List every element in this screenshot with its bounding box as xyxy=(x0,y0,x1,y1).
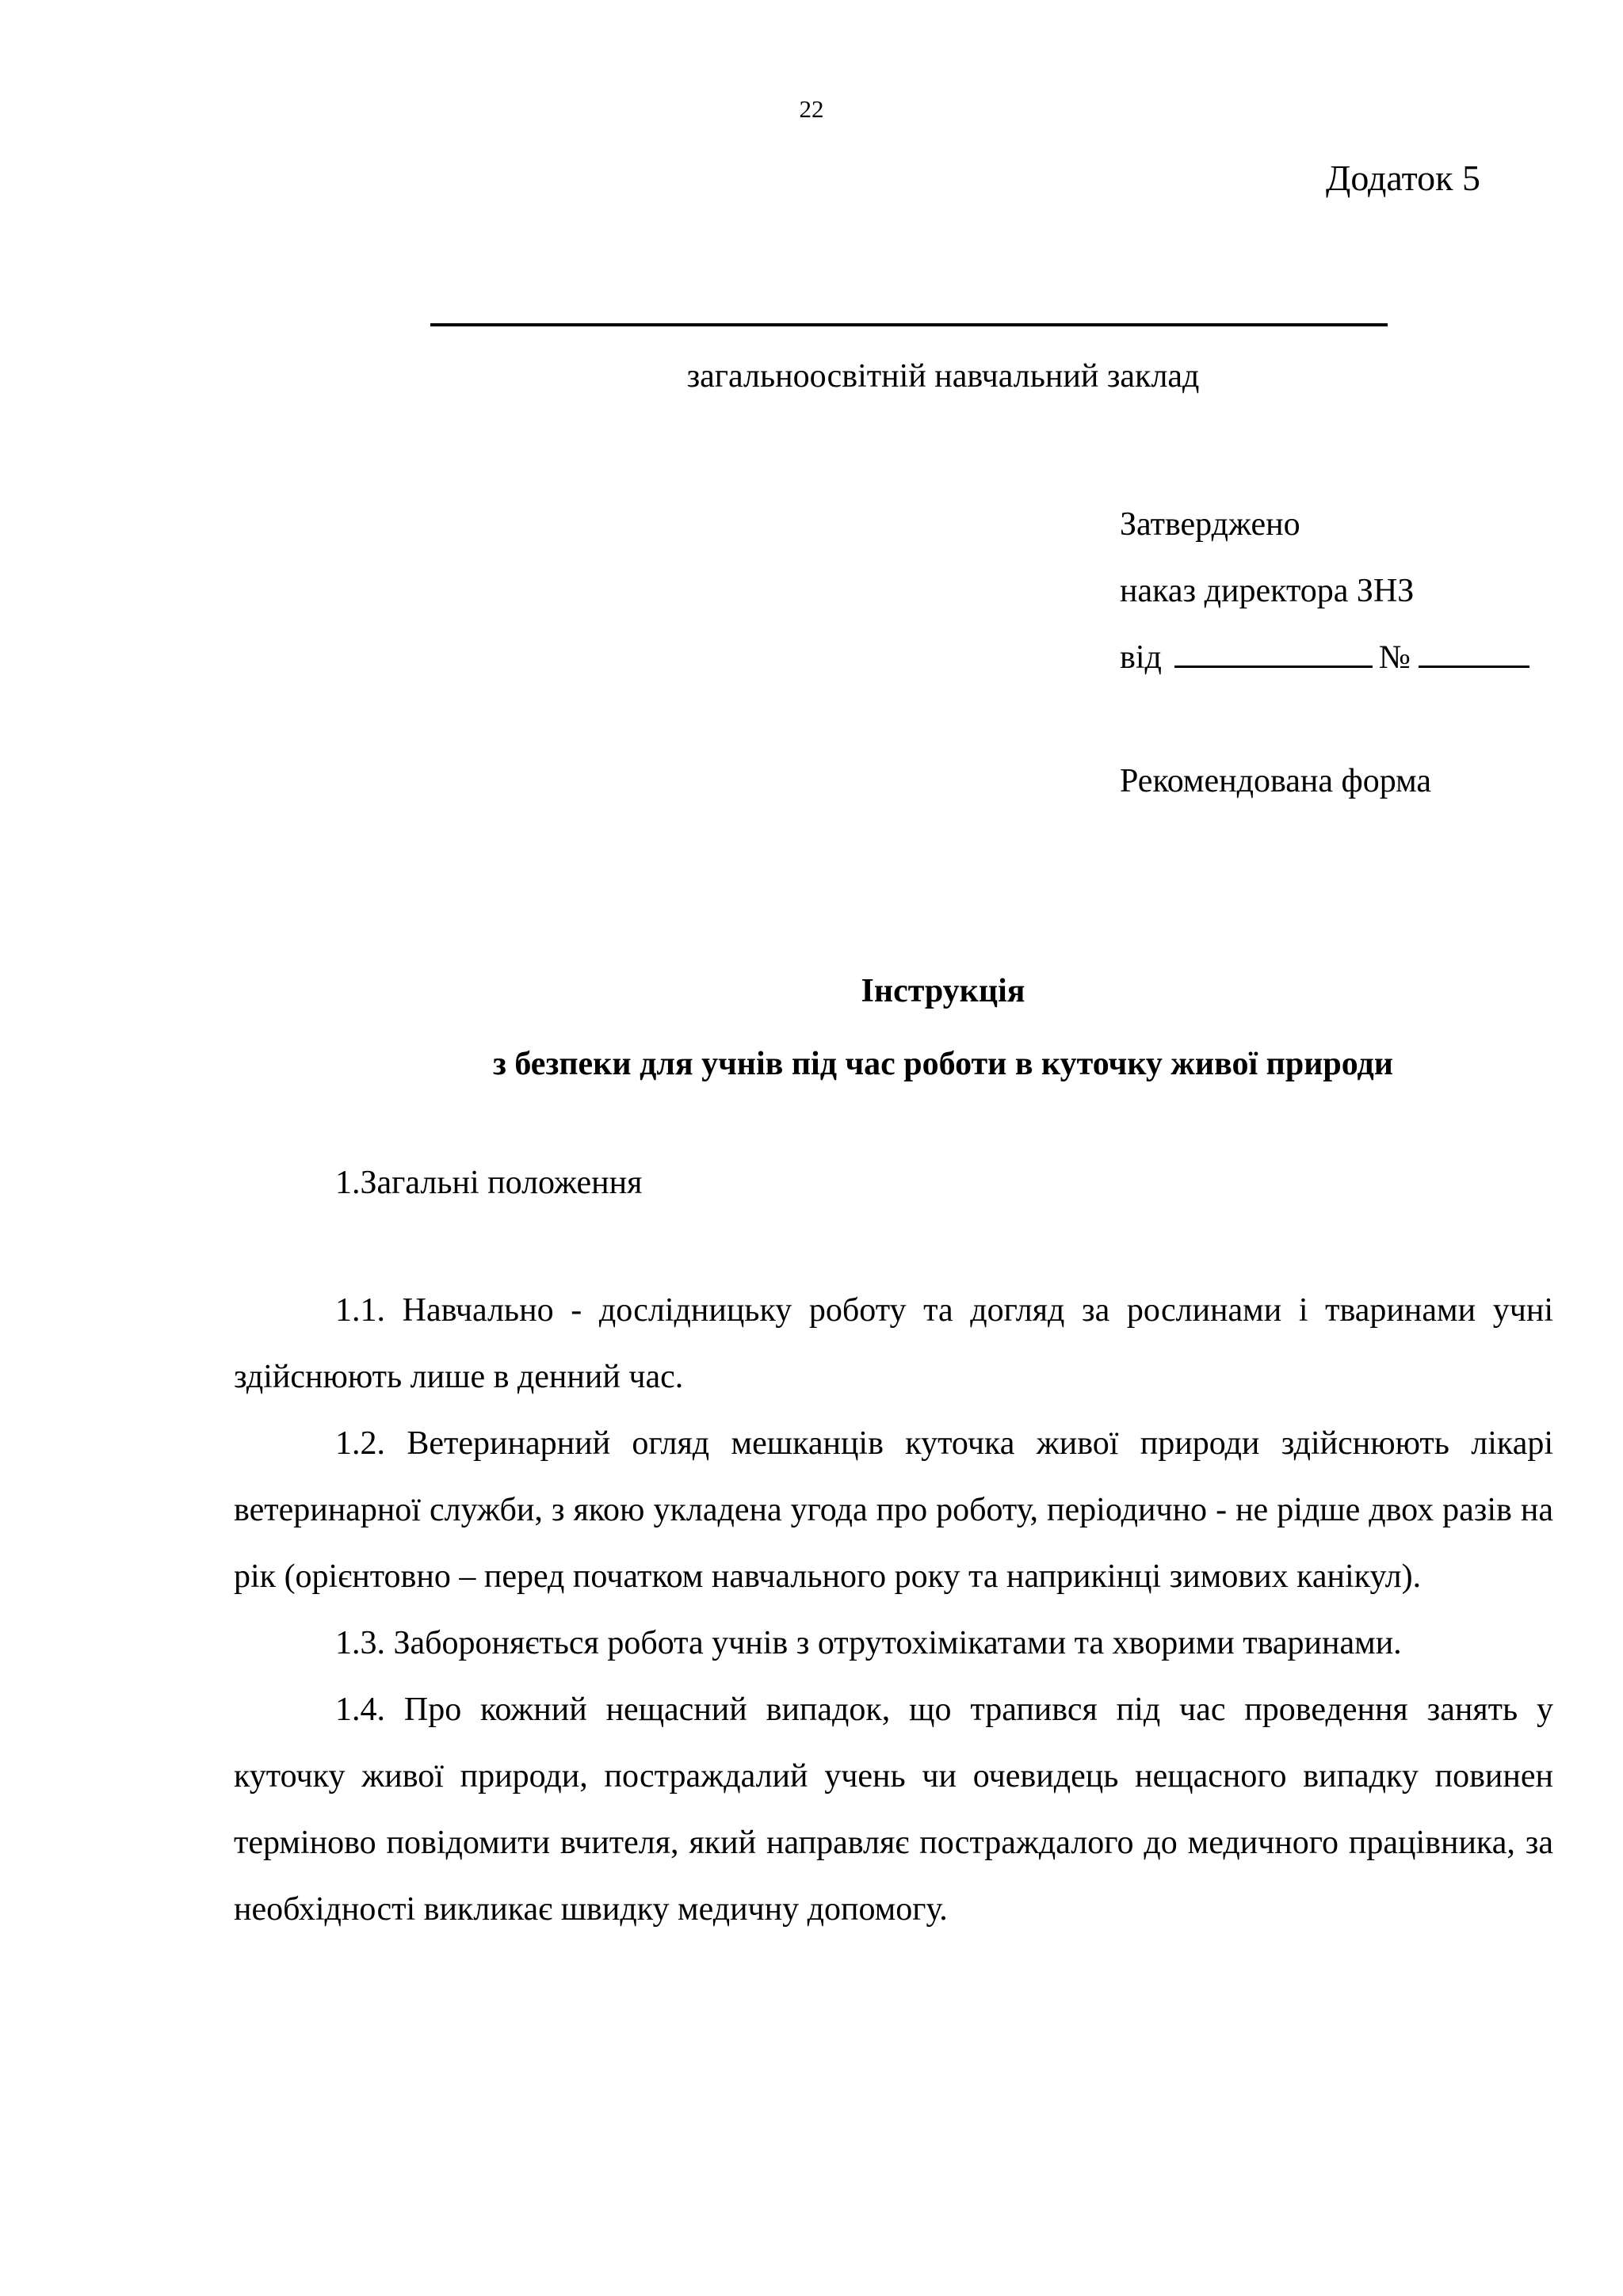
paragraph-1-2: 1.2. Ветеринарний огляд мешканців куточка живої природи здійснюють лікарі ветеринарної служби, з якою укладена угода про роботу, періодично - не рідше двох разів на рік (орієнтовно – перед початком навчального року та наприкінці зимових канікул). xyxy=(234,1425,1553,1595)
approval-date-number-line xyxy=(1120,624,1529,691)
recommended-form-label: Рекомендована форма xyxy=(1120,763,1432,799)
paragraph-1-3: 1.3. Забороняється робота учнів з отрутохімікатами та хворими тваринами. xyxy=(335,1625,1402,1661)
paragraph-1-4: 1.4. Про кожний нещасний випадок, що трапився під час проведення занять у куточку живої природи, постраждалий учень чи очевидець нещасного випадку повинен терміново повідомити вчителя, який направляє постраждалого до медичного працівника, за необхідності викликає швидку медичну допомогу. xyxy=(234,1691,1553,1928)
approval-date-prefix: від xyxy=(1120,639,1162,676)
approval-status: Затверджено xyxy=(1120,506,1300,543)
page-number: 22 xyxy=(799,95,824,123)
body-text xyxy=(234,1277,1553,1943)
date-blank xyxy=(1174,637,1373,668)
number-blank xyxy=(1419,637,1529,668)
approval-number-sign: № xyxy=(1378,639,1411,676)
title-line-1: Інструкція xyxy=(861,973,1025,1009)
section-heading: 1.Загальні положення xyxy=(335,1165,643,1201)
approval-block xyxy=(1120,491,1529,691)
approval-order: наказ директора ЗНЗ xyxy=(1120,573,1415,609)
institution-caption: загальноосвітній навчальний заклад xyxy=(686,358,1200,395)
paragraph-1-1: 1.1. Навчально - дослідницьку роботу та догляд за рослинами і тваринами учні здійснюють лише в денний час. xyxy=(234,1292,1553,1395)
appendix-label: Додаток 5 xyxy=(1325,158,1480,198)
title-line-2: з безпеки для учнів під час роботи в куточку живої природи xyxy=(492,1046,1393,1082)
institution-name-blank-line xyxy=(430,323,1388,326)
document-title xyxy=(0,955,1623,1100)
